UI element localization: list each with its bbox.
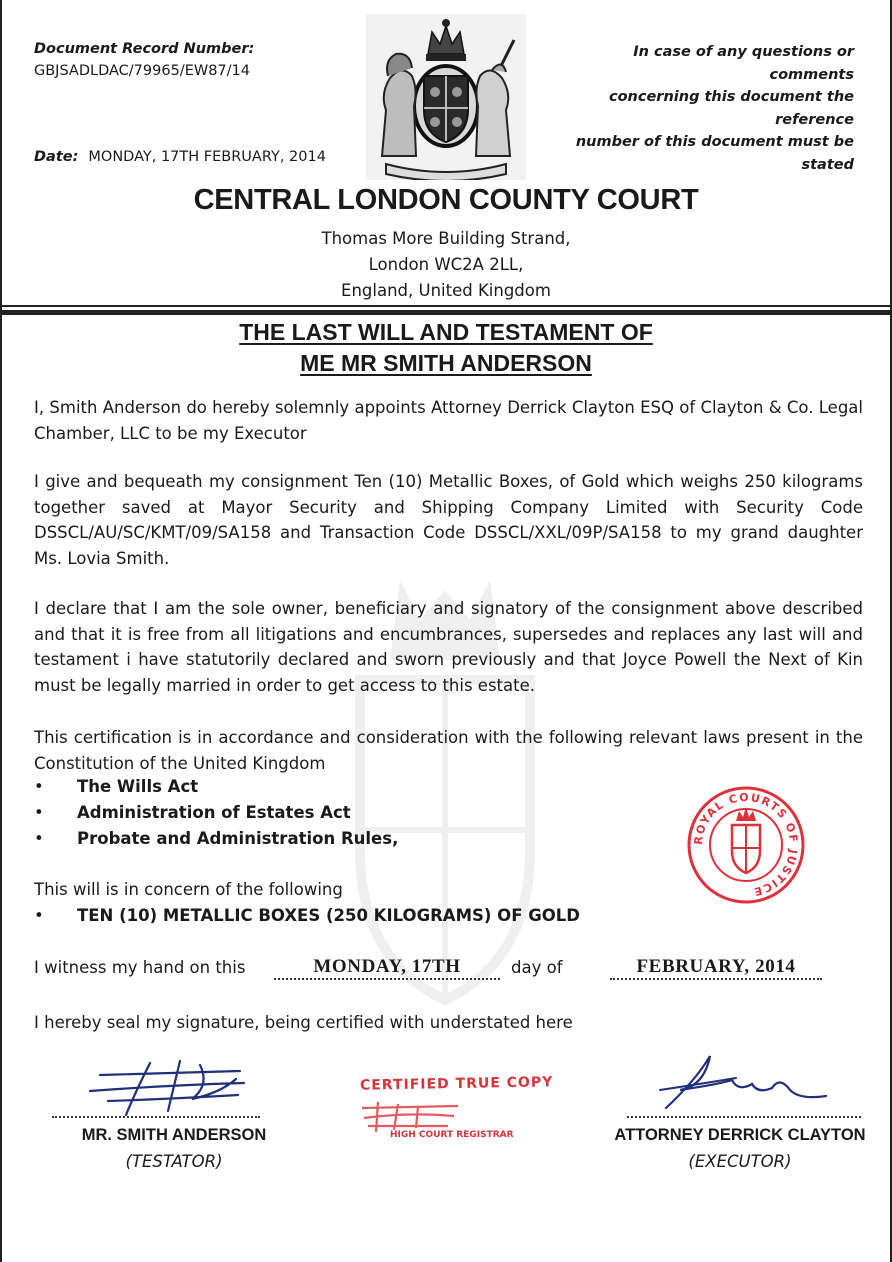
concern-item: TEN (10) METALLIC BOXES (250 KILOGRAMS) OF GOLD xyxy=(77,906,580,925)
bullet-icon: • xyxy=(34,777,44,796)
certified-stamp-text: CERTIFIED TRUE COPY xyxy=(359,1074,554,1094)
law-list-item xyxy=(34,777,198,796)
royal-coat-of-arms-icon xyxy=(366,14,526,180)
notice-line: number of this document must be stated xyxy=(575,134,854,173)
certified-stamp-subtext: HIGH COURT REGISTRAR xyxy=(390,1130,514,1140)
court-address xyxy=(0,226,892,304)
document-date xyxy=(34,149,326,165)
address-line: London WC2A 2LL, xyxy=(368,255,524,274)
witness-day-field: MONDAY, 17TH xyxy=(274,956,500,980)
concern-intro: This will is in concern of the following xyxy=(34,880,343,899)
address-line: Thomas More Building Strand, xyxy=(321,229,571,248)
concern-list-item xyxy=(34,906,580,925)
testator-role: (TESTATOR) xyxy=(125,1152,223,1171)
paragraph-declaration: I declare that I am the sole owner, beneficiary and signatory of the consignment above described and that it is free from all litigations and encumbrances, supersedes and replaces any last will and testament i have statutorily declared and sworn previously and that Joyce Powell the Next of Kin must be legally married in order to get access to this estate. xyxy=(34,599,863,695)
record-number-label: Document Record Number: xyxy=(34,41,255,57)
seal-text: ROYAL COURTS OF JUSTICE xyxy=(691,790,801,899)
bullet-icon: • xyxy=(34,906,44,925)
divider-thin xyxy=(0,305,892,307)
certified-true-copy-stamp xyxy=(354,1072,554,1154)
title-line-2: ME MR SMITH ANDERSON xyxy=(300,350,592,376)
notice-line: In case of any questions or comments xyxy=(633,44,854,83)
testator-signature-icon xyxy=(60,1055,260,1117)
notice-line: concerning this document the reference xyxy=(609,89,854,128)
law-name: The Wills Act xyxy=(77,777,199,796)
document-title xyxy=(0,317,892,379)
title-line-1: THE LAST WILL AND TESTAMENT OF xyxy=(239,319,653,345)
witness-prefix: I witness my hand on this xyxy=(34,958,246,977)
executor-signature-icon xyxy=(640,1050,830,1116)
divider-thick xyxy=(0,310,892,315)
law-list-item xyxy=(34,803,351,822)
testator-name: MR. SMITH ANDERSON xyxy=(81,1126,267,1144)
reference-notice xyxy=(548,41,854,176)
bullet-icon: • xyxy=(34,829,44,848)
seal-statement: I hereby seal my signature, being certified with understated here xyxy=(34,1013,573,1032)
bullet-icon: • xyxy=(34,803,44,822)
executor-role: (EXECUTOR) xyxy=(688,1152,792,1171)
date-label: Date: xyxy=(34,149,79,165)
court-seal-icon xyxy=(686,785,806,905)
paragraph-certification: This certification is in accordance and consideration with the following relevant laws present in the Constitution of the United Kingdom xyxy=(34,728,863,773)
testator-signature-line xyxy=(52,1116,260,1118)
witness-month-field: FEBRUARY, 2014 xyxy=(610,956,822,980)
executor-name: ATTORNEY DERRICK CLAYTON xyxy=(614,1126,866,1144)
law-list-item xyxy=(34,829,398,848)
court-name: CENTRAL LONDON COUNTY COURT xyxy=(193,184,699,216)
executor-signature-line xyxy=(627,1116,861,1118)
record-number-value: GBJSADLDAC/79965/EW87/14 xyxy=(34,63,250,79)
paragraph-bequest: I give and bequeath my consignment Ten (10) Metallic Boxes, of Gold which weighs 250 kilograms together saved at Mayor Security and Shipping Company Limited with Security Code DSSCL/AU/SC/KMT/09/SA158 and Transaction Code DSSCL/XXL/09P/SA158 to my grand daughter Ms. Lovia Smith. xyxy=(34,472,863,568)
address-line: England, United Kingdom xyxy=(341,281,551,300)
paragraph-executor: I, Smith Anderson do hereby solemnly appoints Attorney Derrick Clayton ESQ of Clayton & Co. Legal Chamber, LLC to be my Executor xyxy=(34,398,863,443)
witness-mid-text: day of xyxy=(511,958,563,977)
date-value: MONDAY, 17TH FEBRUARY, 2014 xyxy=(88,149,326,165)
law-name: Probate and Administration Rules, xyxy=(77,829,399,848)
law-name: Administration of Estates Act xyxy=(77,803,351,822)
